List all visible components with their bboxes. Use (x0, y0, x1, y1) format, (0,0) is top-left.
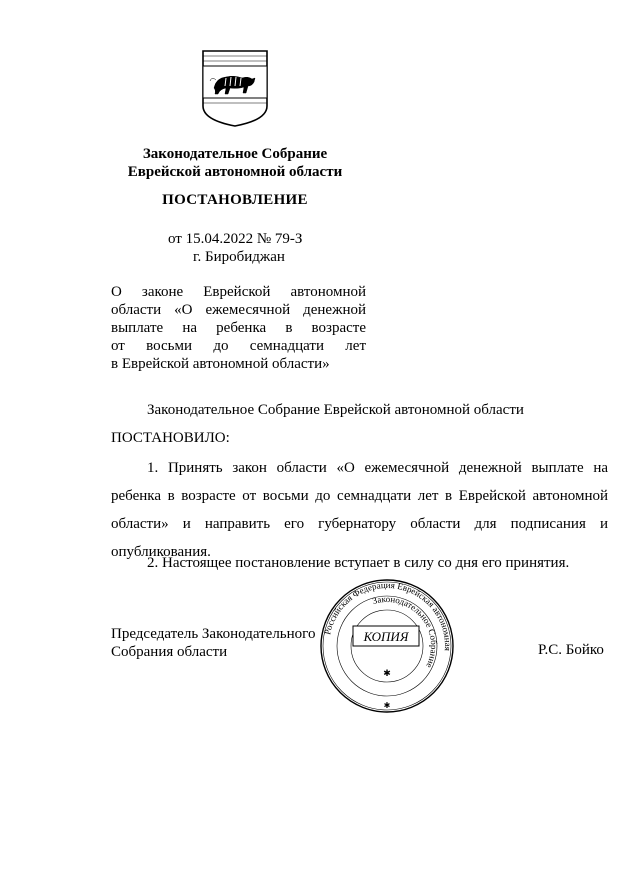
document-city: г. Биробиджан (193, 249, 285, 265)
resolved-heading: ПОСТАНОВИЛО: (111, 430, 230, 446)
subject-line-3: выплате на ребенка в возрасте (111, 320, 366, 336)
seal-outer-text: Российская Федерация Еврейская автономная (322, 579, 454, 652)
resolution-intro: Законодательное Собрание Еврейской автономной области (147, 402, 524, 418)
subject-line-1: О законе Еврейской автономной (111, 284, 366, 300)
document-date-number: от 15.04.2022 № 79-З (168, 231, 303, 247)
item1-line-3: области» и направить его губернатору области для подписания и (111, 516, 608, 532)
subject-line-5: в Еврейской автономной области» (111, 356, 330, 372)
signatory-position (111, 625, 315, 661)
organization-name-line1: Законодательное Собрание (142, 146, 328, 162)
resolution-item-1 (111, 454, 608, 566)
subject-line-2: области «О ежемесячной денежной (111, 302, 366, 318)
signatory-position-line2: Собрания области (111, 644, 228, 660)
seal-inner-text: Законодательное Собрание (371, 593, 440, 670)
coat-of-arms-emblem (200, 48, 270, 128)
item1-line-2: ребенка в возрасте от восьми до семнадцати лет в Еврейской автономной (111, 488, 608, 504)
resolution-item-2: 2. Настоящее постановление вступает в силу со дня его принятия. (147, 555, 570, 571)
signatory-name: Р.С. Бойко (538, 642, 604, 658)
seal-star-icon: ✱ (383, 668, 391, 678)
official-seal (319, 578, 455, 714)
document-subject (111, 283, 366, 373)
document-type-title: ПОСТАНОВЛЕНИЕ (162, 192, 308, 208)
organization-name-line2: Еврейской автономной области (127, 164, 343, 180)
signatory-position-line1: Председатель Законодательного (111, 626, 316, 642)
item1-line-1: 1. Принять закон области «О ежемесячной денежной выплате на (147, 460, 608, 476)
seal-star-icon-bottom: ✱ (383, 701, 391, 710)
seal-copy-stamp: КОПИЯ (363, 629, 409, 644)
item1-line-4: опубликования. (111, 544, 211, 560)
subject-line-4: от восьми до семнадцати лет (111, 338, 366, 354)
